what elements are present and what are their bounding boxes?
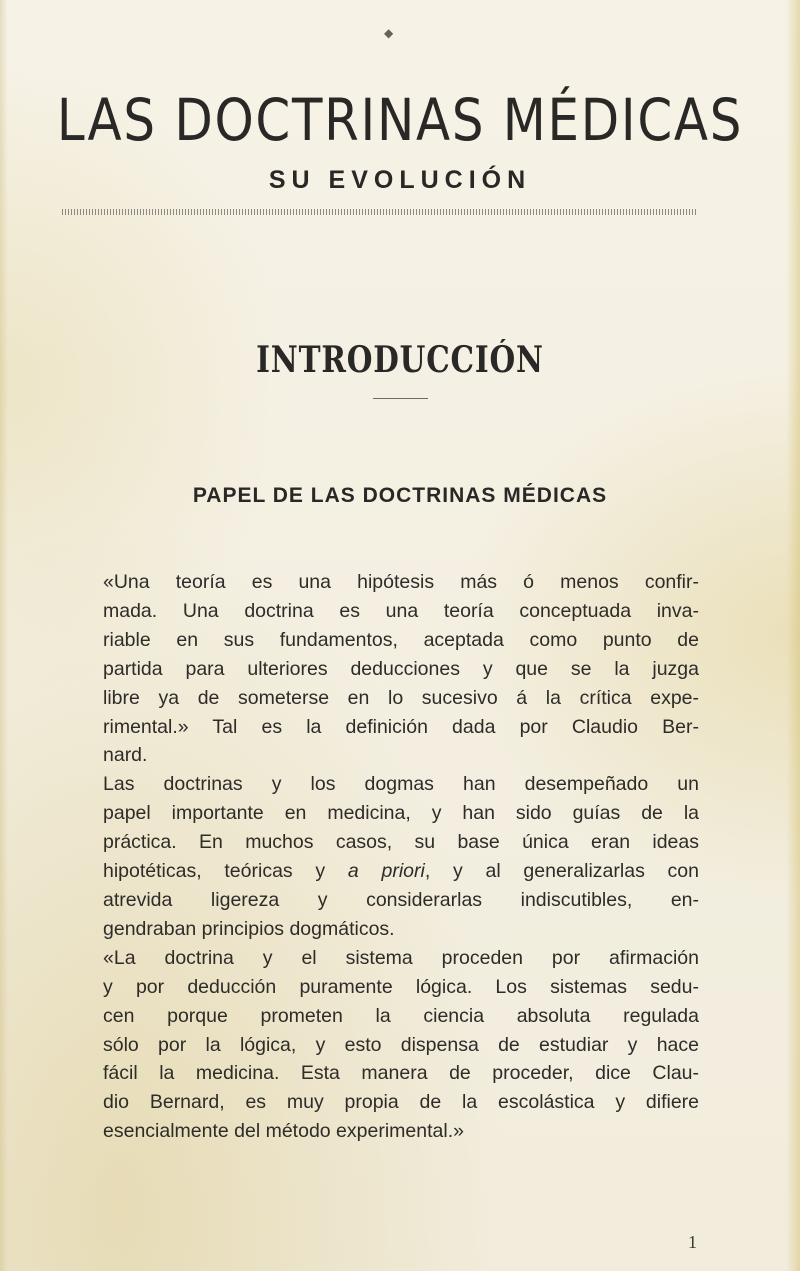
text-segment: hipotéticas, teóricas y: [103, 860, 348, 883]
text-line: práctica. En muchos casos, su base única eran ideas: [103, 831, 699, 854]
text-line: rimental.» Tal es la definición dada por Claudio Ber-: [103, 715, 699, 738]
italic-phrase: a priori: [347, 860, 425, 883]
text-line: riable en sus fundamentos, aceptada como punto de: [103, 628, 699, 651]
text-line: y por deducción puramente lógica. Los sistemas sedu-: [103, 975, 699, 998]
text-line: dio Bernard, es muy propia de la escolástica y difiere: [103, 1091, 699, 1114]
text-line: sólo por la lógica, y esto dispensa de estudiar y hace: [103, 1033, 699, 1056]
book-subtitle: SU EVOLUCIÓN: [268, 166, 532, 194]
text-line: gendraban principios dogmáticos.: [103, 917, 395, 940]
body-text: [103, 568, 699, 1146]
section-divider: [373, 398, 428, 399]
top-mark: ◆: [384, 26, 394, 40]
text-line: «La doctrina y el sistema proceden por afirmación: [103, 946, 699, 969]
section-title: INTRODUCCIÓN: [256, 339, 544, 381]
book-title: LAS DOCTRINAS MÉDICAS: [56, 86, 744, 154]
text-line: atrevida ligereza y considerarlas indiscutibles, en-: [103, 888, 699, 911]
text-line: fácil la medicina. Esta manera de proceder, dice Clau-: [103, 1062, 699, 1085]
text-line: Las doctrinas y los dogmas han desempeñado un: [103, 773, 699, 796]
text-line: «Una teoría es una hipótesis más ó menos confir-: [103, 571, 699, 593]
text-line: esencialmente del método experimental.»: [103, 1120, 464, 1143]
text-segment: , y al generalizarlas con: [424, 860, 699, 883]
text-line: mada. Una doctrina es una teoría conceptuada inva-: [103, 599, 699, 622]
page-number: 1: [688, 1232, 697, 1252]
text-line: nard.: [103, 744, 148, 767]
text-line: cen porque prometen la ciencia absoluta regulada: [103, 1004, 699, 1027]
ornamental-rule: [62, 209, 696, 215]
text-line: papel importante en medicina, y han sido guías de la: [103, 802, 699, 825]
text-line-with-italic: [103, 857, 699, 886]
text-line: libre ya de someterse en lo sucesivo á la crítica expe-: [103, 686, 699, 709]
text-line: partida para ulteriores deducciones y que se la juzga: [103, 657, 699, 680]
chapter-subheading: PAPEL DE LAS DOCTRINAS MÉDICAS: [192, 484, 608, 507]
